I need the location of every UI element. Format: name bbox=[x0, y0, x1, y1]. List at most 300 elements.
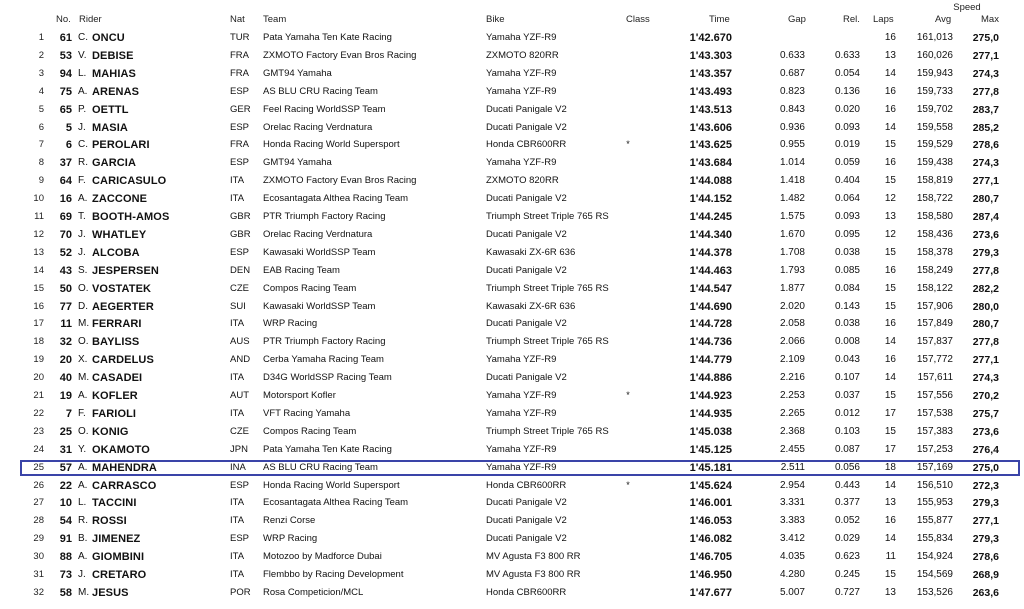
avg-speed-cell: 157,772 bbox=[916, 354, 953, 366]
rel-gap-cell: 0.059 bbox=[834, 157, 860, 169]
rel-gap-cell: 0.103 bbox=[834, 425, 860, 437]
max-speed-cell: 274,3 bbox=[972, 157, 999, 170]
rider-initial-cell: S. bbox=[78, 264, 88, 276]
rel-gap-cell: 0.008 bbox=[834, 336, 860, 348]
laps-cell: 15 bbox=[884, 175, 896, 187]
rel-gap-cell: 0.052 bbox=[834, 515, 860, 527]
rel-gap-cell: 0.038 bbox=[834, 318, 860, 330]
nationality-cell: GBR bbox=[230, 228, 251, 240]
max-speed-cell: 280,0 bbox=[972, 300, 999, 313]
rel-gap-cell: 0.037 bbox=[834, 390, 860, 401]
rider-surname-cell: MASIA bbox=[92, 121, 128, 134]
avg-speed-cell: 157,849 bbox=[916, 318, 953, 330]
rider-number-cell: 94 bbox=[59, 67, 72, 80]
nationality-cell: ESP bbox=[230, 157, 250, 169]
lap-time-cell: 1'46.053 bbox=[689, 515, 732, 528]
bike-cell: Ducati Panigale V2 bbox=[486, 515, 567, 527]
rider-number-cell: 32 bbox=[59, 336, 72, 349]
bike-cell: Honda CBR600RR bbox=[486, 479, 567, 491]
avg-speed-cell: 154,569 bbox=[916, 569, 953, 580]
bike-cell: Yamaha YZF-R9 bbox=[486, 461, 557, 473]
rider-initial-cell: C. bbox=[78, 139, 88, 151]
rider-surname-cell: JESPERSEN bbox=[92, 264, 159, 277]
max-speed-cell: 277,8 bbox=[972, 264, 999, 277]
laps-cell: 13 bbox=[884, 49, 896, 61]
rider-number-cell: 73 bbox=[59, 569, 72, 581]
rider-surname-cell: FERRARI bbox=[92, 318, 142, 331]
bike-cell: Triumph Street Triple 765 RS bbox=[486, 336, 609, 348]
rider-number-cell: 77 bbox=[59, 300, 72, 313]
position-cell: 32 bbox=[33, 586, 44, 598]
gap-cell: 1.418 bbox=[779, 175, 805, 187]
team-cell: Ecosantagata Althea Racing Team bbox=[263, 497, 409, 509]
bike-cell: MV Agusta F3 800 RR bbox=[486, 551, 581, 563]
col-time-header: Time bbox=[709, 14, 730, 25]
avg-speed-cell: 156,510 bbox=[916, 479, 953, 491]
class-cell: * bbox=[626, 390, 630, 400]
lap-time-cell: 1'44.152 bbox=[689, 193, 732, 206]
rider-surname-cell: KONIG bbox=[92, 425, 129, 438]
position-cell: 9 bbox=[38, 175, 44, 187]
table-row bbox=[0, 316, 1024, 334]
laps-cell: 16 bbox=[884, 354, 896, 366]
col-avg-header: Avg bbox=[935, 14, 952, 25]
rider-number-cell: 53 bbox=[59, 49, 72, 62]
rider-surname-cell: AEGERTER bbox=[92, 300, 154, 313]
bike-cell: Triumph Street Triple 765 RS bbox=[486, 425, 609, 437]
max-speed-cell: 268,9 bbox=[972, 569, 999, 581]
team-cell: ZXMOTO Factory Evan Bros Racing bbox=[263, 175, 417, 187]
rel-gap-cell: 0.064 bbox=[834, 193, 860, 205]
avg-speed-cell: 159,702 bbox=[916, 103, 953, 115]
gap-cell: 0.936 bbox=[779, 121, 805, 133]
table-row bbox=[0, 48, 1024, 66]
nationality-cell: INA bbox=[230, 461, 246, 473]
rider-initial-cell: X. bbox=[78, 354, 88, 366]
rider-number-cell: 25 bbox=[59, 425, 72, 438]
gap-cell: 0.633 bbox=[779, 49, 805, 61]
nationality-cell: ESP bbox=[230, 121, 250, 133]
avg-speed-cell: 158,580 bbox=[916, 211, 953, 222]
nationality-cell: AND bbox=[230, 354, 251, 366]
table-row bbox=[0, 478, 1024, 496]
position-cell: 28 bbox=[33, 515, 44, 527]
laps-cell: 16 bbox=[884, 157, 896, 169]
table-row bbox=[0, 549, 1024, 567]
avg-speed-cell: 155,877 bbox=[916, 515, 953, 527]
lap-time-cell: 1'43.684 bbox=[689, 157, 732, 170]
avg-speed-cell: 159,529 bbox=[916, 139, 953, 151]
max-speed-cell: 277,8 bbox=[972, 85, 999, 98]
rel-gap-cell: 0.038 bbox=[834, 246, 860, 258]
max-speed-cell: 278,6 bbox=[972, 551, 999, 564]
table-row bbox=[0, 102, 1024, 120]
nationality-cell: ESP bbox=[230, 479, 250, 491]
rider-number-cell: 5 bbox=[65, 121, 72, 134]
avg-speed-cell: 157,611 bbox=[917, 372, 953, 384]
team-cell: Motozoo by Madforce Dubai bbox=[263, 551, 382, 563]
bike-cell: ZXMOTO 820RR bbox=[486, 175, 559, 187]
bike-cell: Triumph Street Triple 765 RS bbox=[486, 211, 609, 222]
max-speed-cell: 280,7 bbox=[972, 318, 999, 331]
max-speed-cell: 275,0 bbox=[972, 32, 999, 44]
rel-gap-cell: 0.012 bbox=[834, 407, 860, 419]
rider-number-cell: 10 bbox=[59, 497, 72, 510]
max-speed-cell: 280,7 bbox=[972, 193, 999, 206]
rider-surname-cell: CRETARO bbox=[92, 569, 147, 581]
lap-time-cell: 1'44.690 bbox=[689, 300, 732, 313]
table-row bbox=[0, 585, 1024, 603]
speed-group-header: Speed bbox=[953, 2, 981, 13]
position-cell: 2 bbox=[38, 49, 44, 61]
rider-initial-cell: O. bbox=[78, 425, 89, 437]
rider-number-cell: 19 bbox=[59, 390, 72, 402]
table-row bbox=[0, 424, 1024, 442]
nationality-cell: DEN bbox=[230, 264, 251, 276]
rider-number-cell: 65 bbox=[59, 103, 72, 116]
bike-cell: Ducati Panigale V2 bbox=[486, 497, 567, 509]
team-cell: Renzi Corse bbox=[263, 515, 316, 527]
table-row bbox=[0, 191, 1024, 209]
bike-cell: Kawasaki ZX-6R 636 bbox=[486, 246, 576, 258]
team-cell: GMT94 Yamaha bbox=[263, 67, 332, 79]
max-speed-cell: 282,2 bbox=[972, 282, 999, 295]
rel-gap-cell: 0.727 bbox=[834, 586, 860, 598]
table-row bbox=[0, 120, 1024, 138]
gap-cell: 2.511 bbox=[780, 461, 805, 473]
max-speed-cell: 277,1 bbox=[972, 515, 999, 528]
rider-initial-cell: F. bbox=[78, 175, 86, 187]
avg-speed-cell: 157,906 bbox=[916, 300, 953, 312]
lap-time-cell: 1'45.624 bbox=[689, 479, 732, 492]
rider-number-cell: 40 bbox=[59, 372, 72, 385]
rider-initial-cell: J. bbox=[78, 569, 86, 580]
bike-cell: Ducati Panigale V2 bbox=[486, 533, 567, 545]
team-cell: Honda Racing World Supersport bbox=[263, 479, 400, 491]
nationality-cell: AUT bbox=[230, 390, 249, 401]
position-cell: 6 bbox=[38, 121, 44, 133]
rider-surname-cell: ARENAS bbox=[92, 85, 140, 98]
table-row bbox=[0, 388, 1024, 406]
max-speed-cell: 273,6 bbox=[972, 228, 999, 241]
max-speed-cell: 275,0 bbox=[972, 461, 999, 474]
lap-time-cell: 1'43.606 bbox=[689, 121, 732, 134]
table-row bbox=[0, 299, 1024, 317]
rider-surname-cell: ALCOBA bbox=[92, 246, 140, 259]
laps-cell: 17 bbox=[884, 443, 896, 455]
rel-gap-cell: 0.085 bbox=[834, 264, 860, 276]
rider-initial-cell: D. bbox=[78, 300, 88, 312]
col-nat-header: Nat bbox=[230, 14, 245, 25]
position-cell: 22 bbox=[33, 407, 44, 419]
team-cell: Kawasaki WorldSSP Team bbox=[263, 246, 376, 258]
laps-cell: 17 bbox=[884, 407, 896, 419]
col-laps-header: Laps bbox=[873, 14, 894, 25]
team-cell: Kawasaki WorldSSP Team bbox=[263, 300, 376, 312]
rider-number-cell: 22 bbox=[59, 479, 72, 492]
rider-surname-cell: FARIOLI bbox=[92, 407, 137, 420]
rider-surname-cell: ROSSI bbox=[92, 515, 127, 528]
position-cell: 16 bbox=[33, 300, 44, 312]
table-row bbox=[0, 334, 1024, 352]
nationality-cell: ESP bbox=[230, 533, 250, 545]
rider-number-cell: 70 bbox=[59, 228, 72, 241]
position-cell: 4 bbox=[38, 85, 44, 97]
table-row bbox=[0, 495, 1024, 513]
bike-cell: Yamaha YZF-R9 bbox=[486, 85, 557, 97]
rel-gap-cell: 0.443 bbox=[834, 479, 860, 491]
lap-time-cell: 1'46.082 bbox=[689, 533, 732, 546]
position-cell: 12 bbox=[33, 228, 44, 240]
bike-cell: Honda CBR600RR bbox=[486, 139, 567, 151]
col-gap-header: Gap bbox=[788, 14, 806, 25]
rider-surname-cell: CASADEI bbox=[92, 372, 143, 385]
nationality-cell: ITA bbox=[230, 372, 245, 384]
max-speed-cell: 279,3 bbox=[972, 533, 999, 546]
position-cell: 26 bbox=[33, 479, 44, 491]
rider-number-cell: 7 bbox=[65, 407, 72, 420]
team-cell: PTR Triumph Factory Racing bbox=[263, 211, 386, 222]
nationality-cell: ITA bbox=[230, 175, 245, 187]
position-cell: 1 bbox=[38, 32, 44, 43]
nationality-cell: FRA bbox=[230, 67, 249, 79]
gap-cell: 1.575 bbox=[779, 211, 805, 222]
nationality-cell: SUI bbox=[230, 300, 246, 312]
position-cell: 3 bbox=[38, 67, 44, 79]
gap-cell: 4.280 bbox=[779, 569, 805, 580]
lap-time-cell: 1'44.245 bbox=[689, 211, 732, 223]
gap-cell: 3.383 bbox=[779, 515, 805, 527]
gap-cell: 1.708 bbox=[779, 246, 805, 258]
gap-cell: 0.955 bbox=[779, 139, 805, 151]
rider-initial-cell: Y. bbox=[78, 443, 87, 455]
gap-cell: 4.035 bbox=[779, 551, 805, 563]
team-cell: AS BLU CRU Racing Team bbox=[263, 85, 378, 97]
team-cell: PTR Triumph Factory Racing bbox=[263, 336, 386, 348]
rider-surname-cell: WHATLEY bbox=[92, 228, 147, 241]
team-cell: ZXMOTO Factory Evan Bros Racing bbox=[263, 49, 417, 61]
laps-cell: 13 bbox=[884, 497, 896, 509]
table-row bbox=[0, 567, 1024, 585]
laps-cell: 16 bbox=[884, 318, 896, 330]
lap-time-cell: 1'43.357 bbox=[689, 67, 732, 80]
bike-cell: Yamaha YZF-R9 bbox=[486, 407, 557, 419]
lap-time-cell: 1'47.677 bbox=[689, 586, 732, 599]
position-cell: 13 bbox=[33, 246, 44, 258]
gap-cell: 2.253 bbox=[779, 390, 805, 401]
lap-time-cell: 1'43.493 bbox=[689, 85, 732, 98]
rider-surname-cell: OKAMOTO bbox=[92, 443, 150, 456]
gap-cell: 2.455 bbox=[779, 443, 805, 455]
table-row bbox=[0, 531, 1024, 549]
nationality-cell: ITA bbox=[230, 318, 245, 330]
team-cell: Pata Yamaha Ten Kate Racing bbox=[263, 443, 392, 455]
avg-speed-cell: 160,026 bbox=[916, 49, 953, 61]
team-cell: Motorsport Kofler bbox=[263, 390, 336, 401]
lap-time-cell: 1'45.038 bbox=[689, 425, 732, 438]
table-row bbox=[0, 406, 1024, 424]
laps-cell: 12 bbox=[884, 193, 896, 205]
avg-speed-cell: 157,837 bbox=[916, 336, 953, 348]
max-speed-cell: 274,3 bbox=[972, 67, 999, 80]
rider-surname-cell: ZACCONE bbox=[92, 193, 148, 206]
rider-surname-cell: GARCIA bbox=[92, 157, 136, 170]
col-class-header: Class bbox=[626, 14, 650, 25]
nationality-cell: ITA bbox=[230, 551, 245, 563]
max-speed-cell: 270,2 bbox=[972, 390, 999, 402]
rider-initial-cell: J. bbox=[78, 121, 86, 133]
laps-cell: 15 bbox=[884, 139, 896, 151]
laps-cell: 14 bbox=[884, 533, 896, 545]
position-cell: 25 bbox=[33, 461, 44, 473]
rider-number-cell: 43 bbox=[59, 264, 72, 277]
lap-time-cell: 1'44.547 bbox=[689, 282, 732, 295]
avg-speed-cell: 158,249 bbox=[916, 264, 953, 276]
rel-gap-cell: 0.019 bbox=[834, 139, 860, 151]
gap-cell: 2.265 bbox=[779, 407, 805, 419]
team-cell: VFT Racing Yamaha bbox=[263, 407, 351, 419]
team-cell: Pata Yamaha Ten Kate Racing bbox=[263, 32, 392, 43]
gap-cell: 1.482 bbox=[779, 193, 805, 205]
rider-number-cell: 16 bbox=[59, 193, 72, 206]
class-cell: * bbox=[626, 139, 630, 150]
avg-speed-cell: 153,526 bbox=[916, 586, 953, 598]
gap-cell: 2.058 bbox=[779, 318, 805, 330]
table-row bbox=[0, 227, 1024, 245]
rider-number-cell: 57 bbox=[59, 461, 72, 474]
max-speed-cell: 277,8 bbox=[972, 336, 999, 349]
rel-gap-cell: 0.020 bbox=[834, 103, 860, 115]
laps-cell: 15 bbox=[884, 569, 896, 580]
position-cell: 20 bbox=[33, 372, 44, 384]
avg-speed-cell: 158,122 bbox=[916, 282, 953, 294]
rider-number-cell: 37 bbox=[59, 157, 72, 170]
table-row bbox=[0, 66, 1024, 84]
nationality-cell: AUS bbox=[230, 336, 250, 348]
max-speed-cell: 273,6 bbox=[972, 425, 999, 438]
avg-speed-cell: 157,538 bbox=[916, 407, 953, 419]
avg-speed-cell: 159,438 bbox=[916, 157, 953, 169]
bike-cell: Ducati Panigale V2 bbox=[486, 318, 567, 330]
rider-initial-cell: A. bbox=[78, 479, 88, 491]
position-cell: 7 bbox=[38, 139, 44, 151]
team-cell: Compos Racing Team bbox=[263, 282, 357, 294]
max-speed-cell: 277,1 bbox=[972, 49, 999, 62]
rider-surname-cell: GIOMBINI bbox=[92, 551, 145, 564]
rel-gap-cell: 0.107 bbox=[834, 372, 860, 384]
rider-number-cell: 58 bbox=[59, 586, 72, 599]
rider-number-cell: 75 bbox=[59, 85, 72, 98]
rider-initial-cell: R. bbox=[78, 157, 88, 169]
position-cell: 24 bbox=[33, 443, 44, 455]
bike-cell: Yamaha YZF-R9 bbox=[486, 390, 557, 401]
avg-speed-cell: 158,436 bbox=[916, 228, 953, 240]
rider-number-cell: 20 bbox=[59, 354, 72, 367]
gap-cell: 2.368 bbox=[779, 425, 805, 437]
rider-initial-cell: J. bbox=[78, 228, 86, 240]
nationality-cell: ESP bbox=[230, 246, 250, 258]
position-cell: 18 bbox=[33, 336, 44, 348]
rider-number-cell: 54 bbox=[59, 515, 72, 528]
position-cell: 10 bbox=[33, 193, 44, 205]
rider-initial-cell: O. bbox=[78, 336, 89, 348]
laps-cell: 14 bbox=[884, 479, 896, 491]
rider-number-cell: 6 bbox=[65, 139, 72, 152]
gap-cell: 1.670 bbox=[779, 228, 805, 240]
bike-cell: Ducati Panigale V2 bbox=[486, 103, 567, 115]
lap-time-cell: 1'46.705 bbox=[689, 551, 732, 564]
bike-cell: Yamaha YZF-R9 bbox=[486, 67, 557, 79]
rider-number-cell: 50 bbox=[59, 282, 72, 295]
gap-cell: 2.216 bbox=[779, 372, 805, 384]
position-cell: 27 bbox=[33, 497, 44, 509]
position-cell: 30 bbox=[33, 551, 44, 563]
nationality-cell: GER bbox=[230, 103, 251, 115]
gap-cell: 2.954 bbox=[779, 479, 805, 491]
lap-time-cell: 1'44.463 bbox=[689, 264, 732, 277]
rider-initial-cell: A. bbox=[78, 390, 88, 401]
bike-cell: Triumph Street Triple 765 RS bbox=[486, 282, 609, 294]
gap-cell: 3.331 bbox=[779, 497, 805, 509]
position-cell: 14 bbox=[33, 264, 44, 276]
bike-cell: Ducati Panigale V2 bbox=[486, 228, 567, 240]
table-row bbox=[0, 370, 1024, 388]
team-cell: Orelac Racing Verdnatura bbox=[263, 228, 373, 240]
rider-surname-cell: MAHENDRA bbox=[92, 461, 157, 474]
laps-cell: 14 bbox=[884, 372, 896, 384]
rider-initial-cell: J. bbox=[78, 246, 86, 258]
position-cell: 31 bbox=[33, 569, 44, 580]
rel-gap-cell: 0.404 bbox=[834, 175, 860, 187]
rider-initial-cell: A. bbox=[78, 461, 88, 473]
rider-number-cell: 11 bbox=[60, 318, 72, 331]
table-row bbox=[0, 155, 1024, 173]
gap-cell: 0.823 bbox=[779, 85, 805, 97]
nationality-cell: TUR bbox=[230, 32, 250, 43]
laps-cell: 16 bbox=[884, 85, 896, 97]
rider-surname-cell: TACCINI bbox=[92, 497, 137, 510]
gap-cell: 3.412 bbox=[779, 533, 805, 545]
lap-time-cell: 1'44.736 bbox=[689, 336, 732, 349]
lap-time-cell: 1'44.340 bbox=[689, 228, 732, 241]
lap-time-cell: 1'42.670 bbox=[689, 32, 732, 44]
lap-time-cell: 1'44.779 bbox=[689, 354, 732, 367]
bike-cell: Kawasaki ZX-6R 636 bbox=[486, 300, 576, 312]
rider-surname-cell: CARDELUS bbox=[92, 354, 154, 367]
team-cell: GMT94 Yamaha bbox=[263, 157, 332, 169]
bike-cell: ZXMOTO 820RR bbox=[486, 49, 559, 61]
rider-surname-cell: BAYLISS bbox=[92, 336, 140, 349]
team-cell: Compos Racing Team bbox=[263, 425, 357, 437]
table-row bbox=[0, 137, 1024, 155]
nationality-cell: ITA bbox=[230, 497, 245, 509]
bike-cell: Yamaha YZF-R9 bbox=[486, 354, 557, 366]
max-speed-cell: 279,3 bbox=[972, 497, 999, 510]
rel-gap-cell: 0.377 bbox=[834, 497, 860, 509]
avg-speed-cell: 155,953 bbox=[916, 497, 953, 509]
rider-initial-cell: A. bbox=[78, 551, 88, 563]
lap-time-cell: 1'44.728 bbox=[689, 318, 732, 331]
bike-cell: Yamaha YZF-R9 bbox=[486, 157, 557, 169]
col-team-header: Team bbox=[263, 14, 287, 25]
rel-gap-cell: 0.136 bbox=[834, 85, 860, 97]
rel-gap-cell: 0.056 bbox=[834, 461, 860, 473]
nationality-cell: CZE bbox=[230, 425, 249, 437]
rider-surname-cell: ONCU bbox=[92, 32, 125, 44]
rel-gap-cell: 0.245 bbox=[834, 569, 860, 580]
max-speed-cell: 263,6 bbox=[972, 586, 999, 599]
nationality-cell: CZE bbox=[230, 282, 249, 294]
